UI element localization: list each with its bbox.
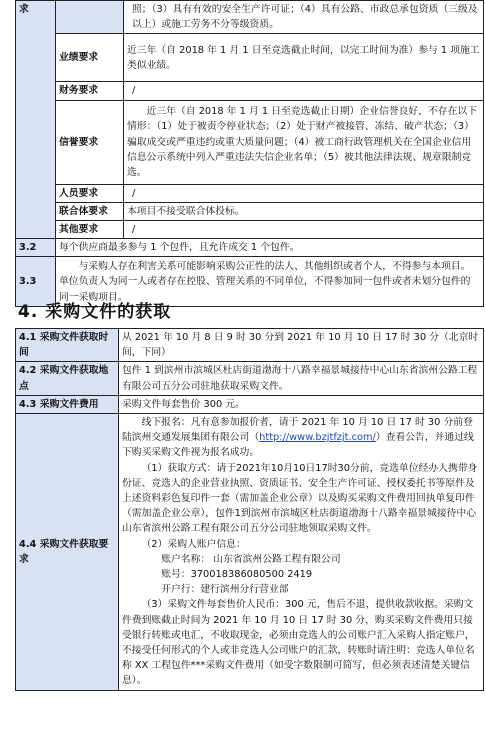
procurement-docs-table	[15, 328, 484, 691]
fee-payment-paragraph: （3）采购文件每套售价人民币：300 元，售后不退，提供收款收据。采购文件费到账截止时间为 2021 年 10 月 10 日 17 时 30 分，购买采购文件费用只接受银行转账或电汇，不收取现金，必须由竞选人的公司账户汇入采购人指定账户，不接受任何形式的个人或非竞选人公司账户的汇款，转账时请注明：竞选人单位名称 XX 工程包件***采购文件费用（如受字数限制可简写，但必须表述清楚关键信息）。	[122, 599, 475, 687]
section-4-heading: 4. 采购文件的获取	[18, 302, 172, 322]
item-3-2-text: 每个供应商最多参与 1 个包件，且允许成交 1 个包件。	[56, 239, 484, 257]
personnel-requirement-label: 人员要求	[56, 184, 124, 202]
account-number: 账号：370018386080500 2419	[161, 569, 313, 581]
performance-requirement-text: 近三年（自 2018 年 1 月 1 日至竞选截止时间，以完工时间为准）参与 1 项施工类似业绩。	[124, 34, 484, 82]
financial-requirement-label: 财务要求	[56, 82, 124, 100]
account-name: 账户名称： 山东省滨州公路工程有限公司	[161, 553, 341, 565]
acquire-method-paragraph: （1）获取方式：请于2021年10月10日17时30分前，竞选单位经办人携带身份证、竞选人的企业营业执照、资质证书、安全生产许可证、授权委托书等原件及上述资料彩色复印件一套（需加盖企业公章）以及购买采购文件费用回执单复印件（需加盖企业公章），包件1到滨州市滨城区杜店街道渤海十八路幸福景城接待中心山东省滨州公路工程有限公司五分公司驻地领取采购文件。	[122, 462, 478, 535]
registration-text-b: ）查看公告，并通过线下购买采购文件视为报名成功。	[122, 432, 474, 459]
offline-registration-paragraph	[122, 415, 480, 461]
acquire-time-text: 从 2021 年 10 月 8 日 9 时 30 分到 2021 年 10 月 10 日 17 时 30 分（北京时间，下同）	[119, 329, 484, 362]
item-3-3-number: 3.3	[16, 257, 56, 307]
credit-requirement-label: 信誉要求	[56, 100, 124, 184]
acquire-requirements-label: 4.4 采购文件获取要求	[16, 414, 119, 691]
acquire-location-text: 包件 1 到滨州市滨城区杜店街道渤海十八路幸福景城接待中心山东省滨州公路工程有限公司五分公司驻地获取采购文件。	[119, 362, 484, 395]
group-website-link[interactable]: http://www.bzjtfzjt.com/	[259, 432, 376, 444]
personnel-requirement-text: /	[124, 184, 484, 202]
consortium-requirement-label: 联合体要求	[56, 202, 124, 220]
registration-text-a: 线下报名：凡有意参加报价者，请于 2021 年 10 月 10 日 17 时 30 分前登陆滨州交通发展集团有限公司（	[122, 417, 473, 444]
acquire-location-label: 4.2 采购文件获取地点	[16, 362, 119, 395]
credit-requirement-text: 近三年（自 2018 年 1 月 1 日至竞选截止日期）企业信誉良好，不存在以下情形：（1）处于被责令停业状态；（2）处于财产被接管、冻结、破产状态；（3）骗取成交或严重违约或重大质量问题；（4）被工商行政管理机关在全国企业信用信息公示系统中列入严重违法失信企业名单；（5）被其他法律法规、规章限制竞选。	[124, 100, 484, 184]
requirements-left-header: 求	[16, 1, 56, 239]
requirements-table	[15, 0, 484, 307]
other-requirement-label: 其他要求	[56, 221, 124, 239]
blank-label-cell	[56, 1, 124, 34]
item-3-2-number: 3.2	[16, 239, 56, 257]
consortium-requirement-text: 本项目不接受联合体投标。	[124, 202, 484, 220]
performance-requirement-label: 业绩要求	[56, 34, 124, 82]
account-info-heading: （2）采购人账户信息：	[141, 538, 246, 550]
document-fee-label: 4.3 采购文件费用	[16, 395, 119, 413]
bank-name: 开户行：建行滨州分行营业部	[161, 584, 289, 596]
other-requirement-text: /	[124, 221, 484, 239]
acquire-requirements-cell	[119, 414, 484, 691]
document-fee-text: 采购文件每套售价 300 元。	[119, 395, 484, 413]
financial-requirement-text: /	[124, 82, 484, 100]
acquire-time-label: 4.1 采购文件获取时间	[16, 329, 119, 362]
qualification-text-tail: 照；（3）具有有效的安全生产许可证；（4）具有公路、市政总承包资质（三级及以上）或施工劳务不分等级资质。	[124, 1, 484, 34]
item-3-3-text: 与采购人存在利害关系可能影响采购公正性的法人、其他组织或者个人，不得参与本项目。单位负责人为同一人或者存在控股、管理关系的不同单位，不得参加同一包件或者未划分包件的同一采购项目。	[56, 257, 484, 307]
